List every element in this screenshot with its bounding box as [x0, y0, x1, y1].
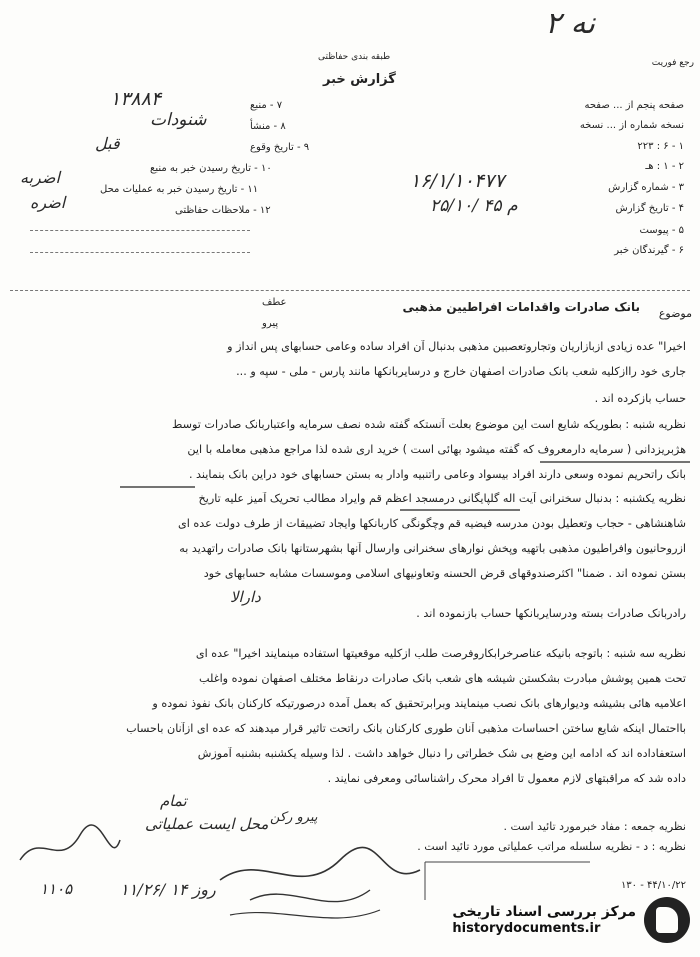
subject-label: موضوع	[658, 307, 692, 320]
bottom-reference: ۴۴/۱۰/۲۲ - ۱۳۰	[620, 880, 686, 891]
signature-stroke	[20, 825, 120, 860]
body-line: بانک راتحریم نموده وسعی دارند افراد بیسواد وعامی راتنبیه وادار به بستن حسابهای خود دراین بانک بنمایند .	[188, 468, 686, 481]
right-field: ۶ - گیرندگان خبر	[614, 245, 684, 256]
handwritten-date-occurrence: قبل	[95, 134, 120, 153]
separator-line	[30, 252, 250, 253]
classification-label: طبقه بندی حفاظتی	[318, 52, 391, 62]
handwritten-origin: شنودات	[150, 110, 207, 130]
peyro-label: پیرو	[262, 318, 279, 329]
body-line: تحت همین پوشش مبادرت بشکستن شیشه های شعب بانک صادرات درنقاط مختلف اصفهان نموده واغلب	[199, 672, 686, 685]
body-line: بستن نموده اند . ضمنا" اکثرصندوقهای قرض الحسنه وتعاونیهای اسلامی وموسسات مشابه حسابهای خود	[203, 567, 686, 580]
handwritten-page-number: ۲ نه	[545, 6, 596, 41]
left-field: ۸ - منشأ	[250, 121, 286, 132]
body-line: حساب بازکرده اند .	[594, 392, 686, 405]
signature-bottom-date: ۱۱/۲۶/ ۱۴ روز	[120, 880, 216, 899]
handwritten-report-number: ۱۶/۱/۱۰۴۷۷	[410, 170, 505, 192]
signature-bottom-number: ۱۱۰۵	[40, 880, 73, 898]
body-line: رادربانک صادرات بسته ودرسایربانکها حساب بازنموده اند .	[416, 607, 686, 620]
right-field: ۳ - شماره گزارش	[608, 182, 684, 193]
closing-line-2: نظریه : د - نظریه سلسله مراتب عملیاتی مورد تائید است .	[417, 840, 686, 853]
body-line: ازروحانیون وافراطیون مذهبی باتهیه وپخش نوارهای سخنرانی وارسال آنها بشهرستانها بانک صادرات راتهدید به	[179, 542, 686, 555]
body-line: استعفاداده اند که ادامه این وضع بی شک خطراتی را دنبال خواهد داشت . لذا وسیله یکشنبه بشنبه آموزش	[197, 747, 686, 760]
signature-stroke	[250, 890, 370, 902]
signature-stroke	[230, 910, 380, 918]
subject-text: بانک صادرات واقدامات افراطیین مذهبی	[402, 300, 640, 314]
right-field: ۱ - ۶ : ۲۲۳	[637, 141, 684, 152]
body-line: داده شد که مراقبتهای لازم معمول تا افراد محرک راشناسائی ومعرفی نمایند .	[327, 772, 686, 785]
handwritten-date-ops: اضره	[30, 193, 66, 212]
left-field: ۱۲ - ملاحظات حفاظتی	[175, 205, 271, 216]
archive-logo-icon	[644, 897, 690, 943]
separator-line	[10, 290, 690, 291]
watermark	[450, 891, 690, 949]
signature-stroke	[220, 847, 420, 880]
watermark-url: historydocuments.ir	[452, 921, 601, 937]
handwritten-report-date: ۲۵/۱۰/ ۴۵ م	[430, 196, 518, 216]
body-line: اعلامیه هائی بشیشه ودیوارهای بانک نصب مینمایند وبرابرتحقیق که بعمل آمده درصورتیکه کارکنان بانک نفوذ نموده و	[152, 697, 686, 710]
left-field: ۱۰ - تاریخ رسیدن خبر به منبع	[150, 163, 272, 174]
separator-line	[30, 230, 250, 231]
handwritten-tamam: تمام	[160, 792, 187, 810]
handwritten-date-source: اضربه	[20, 168, 60, 187]
form-title: گزارش خبر	[323, 72, 396, 87]
closing-line-1: نظریه جمعه : مفاد خبرمورد تائید است .	[503, 820, 686, 833]
body-line: نظریه یکشنبه : بدنبال سخنرانی آیت اله گلپایگانی درمسجد اعظم قم وایراد مطالب تحریک آمیز علیه تاریخ	[198, 492, 686, 505]
signature-left-block: محل ایست عملیاتی	[145, 815, 269, 833]
watermark-name: مرکز بررسی اسناد تاریخی	[452, 903, 636, 920]
right-field: نسخه شماره از ... نسخه	[579, 120, 684, 131]
body-line: جاری خود راازکلیه شعب بانک صادرات اصفهان خارج و درسایربانکها مانند پارس - ملی - سپه و ...	[236, 365, 686, 378]
handwritten-source: ۱۳۸۸۴	[110, 88, 162, 110]
body-line: نظریه شنبه : بطوریکه شایع است این موضوع بعلت آنستکه گفته شده نصف سرمایه واعتباربانک صادرات توسط	[171, 418, 686, 431]
margin-handwritten-note: دارالا	[230, 588, 261, 606]
body-line: بااحتمال اینکه شایع ساختن احساسات مذهبی آنان طوری کارکنان بانک راتحت تاثیر قرار میدهند که عده ای ازآنان باحساب	[126, 722, 686, 735]
right-field: ۴ - تاریخ گزارش	[615, 203, 684, 214]
right-field: ۵ - پیوست	[639, 225, 684, 236]
left-field: ۹ - تاریخ وقوع	[250, 142, 310, 153]
left-field: ۱۱ - تاریخ رسیدن خبر به عملیات محل	[100, 184, 259, 195]
body-line: شاهنشاهی - حجاب وتعطیل بودن مدرسه فیضیه قم وچگونگی کاربانکها وایجاد تضییقات از طرف دولت عده ای	[178, 517, 686, 530]
signature-mid-note: پیرو رکن	[270, 810, 318, 825]
body-line: اخیرا" عده زیادی ازبازاریان وتجاروتعصبین مذهبی بدنبال آن افراد ساده وعامی حسابهای پس انداز و	[227, 340, 686, 353]
right-field: ۲ - ۱ : هـ	[645, 161, 684, 172]
body-line: هژبریزدانی ( سرمایه دارمعروف که گفته میشود بهائی است ) خرید اری شده لذا مراجع مذهبی معامله با این	[187, 443, 686, 456]
atf-label: عطف	[262, 297, 287, 308]
priority-label: رجع فوریت	[651, 58, 694, 68]
right-field: صفحه پنجم از ... صفحه	[584, 100, 684, 111]
body-line: نظریه سه شنبه : باتوجه بانیکه عناصرخرابکاروفرصت طلب ازکلیه موقعیتها استفاده مینمایند اخیرا" عده ای	[195, 647, 686, 660]
left-field: ۷ - منبع	[250, 100, 283, 111]
